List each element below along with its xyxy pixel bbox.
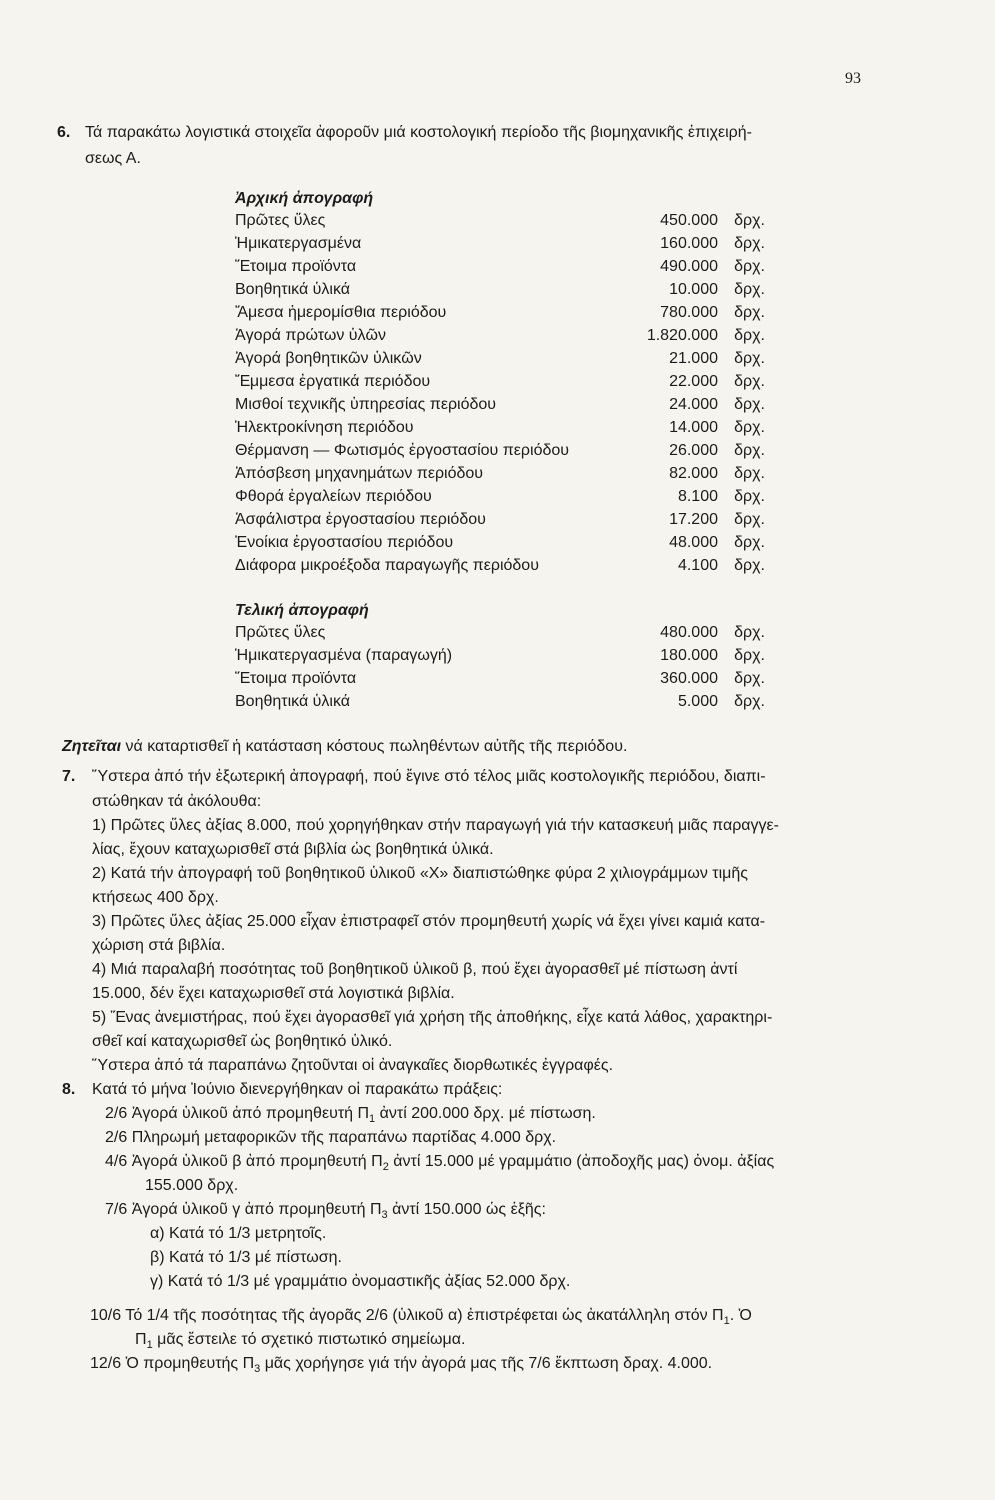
q7-line: 15.000, δέν ἔχει καταχωρισθεῖ στά λογιστικά βιβλία. [92, 985, 455, 1002]
q8-entry-text: 2/6 Ἀγορά ὑλικοῦ ἀπό προμηθευτή Π [105, 1105, 370, 1122]
subscript: 3 [254, 1363, 261, 1376]
item-label: Πρῶτες ὕλες [235, 624, 326, 641]
inventory-row [235, 417, 765, 439]
inventory-row [235, 371, 765, 393]
q8-entry: 2/6 Πληρωμή μεταφορικῶν τῆς παραπάνω παρτίδας 4.000 δρχ. [105, 1129, 557, 1146]
q7-line: σθεῖ καί καταχωρισθεῖ ὡς βοηθητικό ὑλικό. [92, 1033, 393, 1050]
currency-label: δρχ. [734, 419, 765, 436]
item-value: 24.000 [669, 396, 718, 413]
q7-line: Ὕστερα ἀπό τά παραπάνω ζητοῦνται οἱ ἀναγκαῖες διορθωτικές ἐγγραφές. [92, 1057, 614, 1074]
item-label: Φθορά ἐργαλείων περιόδου [235, 488, 432, 505]
item-value: 1.820.000 [646, 327, 718, 344]
inventory-row [235, 279, 765, 301]
final-inventory-heading: Τελική ἀπογραφή [235, 602, 369, 619]
item-label: Μισθοί τεχνικῆς ὑπηρεσίας περιόδου [235, 396, 497, 413]
subscript: 1 [723, 1315, 730, 1328]
currency-label: δρχ. [734, 511, 765, 528]
q6-intro [57, 120, 877, 172]
q8-entry-text: 10/6 Τό 1/4 τῆς ποσότητας τῆς ἀγορᾶς 2/6 (ὑλικοῦ α) ἐπιστρέφεται ὡς ἀκατάλληλη στόν Π [90, 1307, 724, 1324]
item-value: 8.100 [677, 488, 718, 505]
item-value: 22.000 [669, 373, 718, 390]
q8-subentry: α) Κατά τό 1/3 μετρητοῖς. [150, 1225, 327, 1242]
item-value: 26.000 [669, 442, 718, 459]
currency-label: δρχ. [734, 327, 765, 344]
q8-entry-text: ἀντί 200.000 δρχ. μέ πίστωση. [375, 1105, 596, 1122]
currency-label: δρχ. [734, 281, 765, 298]
item-label: Ἕτοιμα προϊόντα [235, 670, 357, 687]
q7-line: στώθηκαν τά ἀκόλουθα: [92, 793, 262, 810]
inventory-row [235, 486, 765, 508]
q8-entry-text: Π [135, 1331, 147, 1348]
currency-label: δρχ. [734, 647, 765, 664]
q8-intro: Κατά τό μήνα Ἰούνιο διενεργήθηκαν οἱ παρακάτω πράξεις: [92, 1081, 503, 1098]
item-value: 10.000 [669, 281, 718, 298]
item-value: 160.000 [660, 235, 718, 252]
inventory-row [235, 691, 765, 713]
q8-entry-text: μᾶς ἔστειλε τό σχετικό πιστωτικό σημείωμα. [152, 1331, 466, 1348]
currency-label: δρχ. [734, 350, 765, 367]
inventory-row [235, 348, 765, 370]
q8-number: 8. [62, 1081, 76, 1098]
currency-label: δρχ. [734, 373, 765, 390]
item-value: 780.000 [660, 304, 718, 321]
inventory-row [235, 440, 765, 462]
request-text: νά καταρτισθεῖ ἡ κατάσταση κόστους πωληθέντων αὐτῆς τῆς περιόδου. [121, 738, 628, 755]
currency-label: δρχ. [734, 693, 765, 710]
q7-line: 3) Πρῶτες ὕλες ἀξίας 25.000 εἶχαν ἐπιστραφεῖ στόν προμηθευτή χωρίς νά ἔχει γίνει καμιά κατα- [92, 913, 766, 930]
q8-entry-text: . Ὁ [729, 1307, 752, 1324]
item-label: Θέρμανση — Φωτισμός ἐργοστασίου περιόδου [235, 442, 570, 459]
item-label: Ἀπόσβεση μηχανημάτων περιόδου [235, 465, 484, 482]
q8-subentry: γ) Κατά τό 1/3 μέ γραμμάτιο ὀνομαστικῆς ἀξίας 52.000 δρχ. [150, 1273, 571, 1290]
item-label: Ἕτοιμα προϊόντα [235, 258, 357, 275]
subscript: 1 [146, 1339, 153, 1352]
q8-entry-text: μᾶς χορήγησε γιά τήν ἀγορά μας τῆς 7/6 ἔκπτωση δραχ. 4.000. [260, 1355, 713, 1372]
q8-entry-text: ἀντί 15.000 μέ γραμμάτιο (ἀποδοχῆς μας) ὀνομ. ἀξίας [388, 1153, 775, 1170]
currency-label: δρχ. [734, 212, 765, 229]
request-keyword: Ζητεῖται [62, 738, 122, 755]
inventory-row [235, 210, 765, 232]
item-value: 48.000 [669, 534, 718, 551]
currency-label: δρχ. [734, 258, 765, 275]
inventory-row [235, 394, 765, 416]
item-value: 4.100 [677, 557, 718, 574]
item-label: Ἡμικατεργασμένα (παραγωγή) [235, 647, 453, 664]
inventory-row [235, 668, 765, 690]
currency-label: δρχ. [734, 534, 765, 551]
item-value: 480.000 [660, 624, 718, 641]
q8-entry-text: 12/6 Ὁ προμηθευτής Π [90, 1355, 255, 1372]
q7-line: 5) Ἕνας ἀνεμιστήρας, πού ἔχει ἀγορασθεῖ γιά χρήση τῆς ἀποθήκης, εἶχε κατά λάθος, χαρακτηρι- [92, 1009, 773, 1026]
q7-line: 1) Πρῶτες ὕλες ἀξίας 8.000, πού χορηγήθηκαν στήν παραγωγή γιά τήν κατασκευή μιᾶς παραγγε- [92, 817, 779, 834]
currency-label: δρχ. [734, 235, 765, 252]
inventory-row [235, 302, 765, 324]
currency-label: δρχ. [734, 465, 765, 482]
q6-request [62, 735, 627, 759]
q7-line: 2) Κατά τήν ἀπογραφή τοῦ βοηθητικοῦ ὑλικοῦ «Χ» διαπιστώθηκε φύρα 2 χιλιογράμμων τιμῆς [92, 865, 748, 882]
q8-entry-text: ἀντί 150.000 ὡς ἑξῆς: [387, 1201, 546, 1218]
inventory-row [235, 233, 765, 255]
q8-entry [90, 1352, 712, 1381]
q8-subentry: β) Κατά τό 1/3 μέ πίστωση. [150, 1249, 342, 1266]
q7-line: 4) Μιά παραλαβή ποσότητας τοῦ βοηθητικοῦ ὑλικοῦ β, πού ἔχει ἀγορασθεῖ μέ πίστωση ἀντί [92, 961, 738, 978]
item-label: Ἐνοίκια ἐργοστασίου περιόδου [235, 534, 454, 551]
q7-line: λίας, ἔχουν καταχωρισθεῖ στά βιβλία ὡς βοηθητικά ὑλικά. [92, 841, 494, 858]
inventory-row [235, 622, 765, 644]
subscript: 3 [381, 1209, 388, 1222]
q8-entry: 155.000 δρχ. [145, 1177, 239, 1194]
currency-label: δρχ. [734, 304, 765, 321]
item-label: Βοηθητικά ὑλικά [235, 281, 350, 298]
item-label: Διάφορα μικροέξοδα παραγωγῆς περιόδου [235, 557, 539, 574]
item-value: 21.000 [669, 350, 718, 367]
q6-line1: Τά παρακάτω λογιστικά στοιχεῖα ἀφοροῦν μιά κοστολογική περίοδο τῆς βιομηχανικῆς ἐπιχειρή- [85, 124, 752, 141]
q8-entry-text: 4/6 Ἀγορά ὑλικοῦ β ἀπό προμηθευτή Π [105, 1153, 383, 1170]
item-label: Ἡμικατεργασμένα [235, 235, 362, 252]
item-label: Ἡλεκτροκίνηση περιόδου [235, 419, 414, 436]
item-label: Βοηθητικά ὑλικά [235, 693, 350, 710]
q7-line: κτήσεως 400 δρχ. [92, 889, 219, 906]
subscript: 2 [382, 1161, 389, 1174]
currency-label: δρχ. [734, 442, 765, 459]
q7-line: χώριση στά βιβλία. [92, 937, 226, 954]
inventory-row [235, 509, 765, 531]
item-value: 360.000 [660, 670, 718, 687]
item-label: Ἀγορά πρώτων ὑλῶν [235, 327, 387, 344]
item-value: 17.200 [669, 511, 718, 528]
q8-entry-text: 7/6 Ἀγορά ὑλικοῦ γ ἀπό προμηθευτή Π [105, 1201, 382, 1218]
currency-label: δρχ. [734, 557, 765, 574]
inventory-row [235, 532, 765, 554]
item-value: 14.000 [669, 419, 718, 436]
item-label: Ἀγορά βοηθητικῶν ὑλικῶν [235, 350, 422, 367]
item-label: Πρῶτες ὕλες [235, 212, 326, 229]
currency-label: δρχ. [734, 488, 765, 505]
item-value: 180.000 [660, 647, 718, 664]
item-value: 490.000 [660, 258, 718, 275]
inventory-row [235, 645, 765, 667]
item-label: Ἀσφάλιστρα ἐργοστασίου περιόδου [235, 511, 486, 528]
currency-label: δρχ. [734, 624, 765, 641]
inventory-row [235, 463, 765, 485]
currency-label: δρχ. [734, 670, 765, 687]
inventory-row [235, 555, 765, 577]
q6-line2: σεως Α. [85, 150, 141, 167]
item-label: Ἔμμεσα ἐργατικά περιόδου [235, 373, 431, 390]
page-number: 93 [845, 70, 861, 87]
q7-line: Ὕστερα ἀπό τήν ἐξωτερική ἀπογραφή, πού ἔγινε στό τέλος μιᾶς κοστολογικῆς περιόδου, διαπι- [92, 768, 766, 785]
q6-number: 6. [57, 124, 71, 141]
currency-label: δρχ. [734, 396, 765, 413]
item-label: Ἄμεσα ἡμερομίσθια περιόδου [235, 304, 447, 321]
item-value: 5.000 [677, 693, 718, 710]
q7-number: 7. [62, 768, 76, 785]
item-value: 82.000 [669, 465, 718, 482]
subscript: 1 [369, 1113, 376, 1126]
inventory-row [235, 325, 765, 347]
inventory-row [235, 256, 765, 278]
initial-inventory-heading: Ἀρχική ἀπογραφή [235, 190, 374, 207]
item-value: 450.000 [660, 212, 718, 229]
